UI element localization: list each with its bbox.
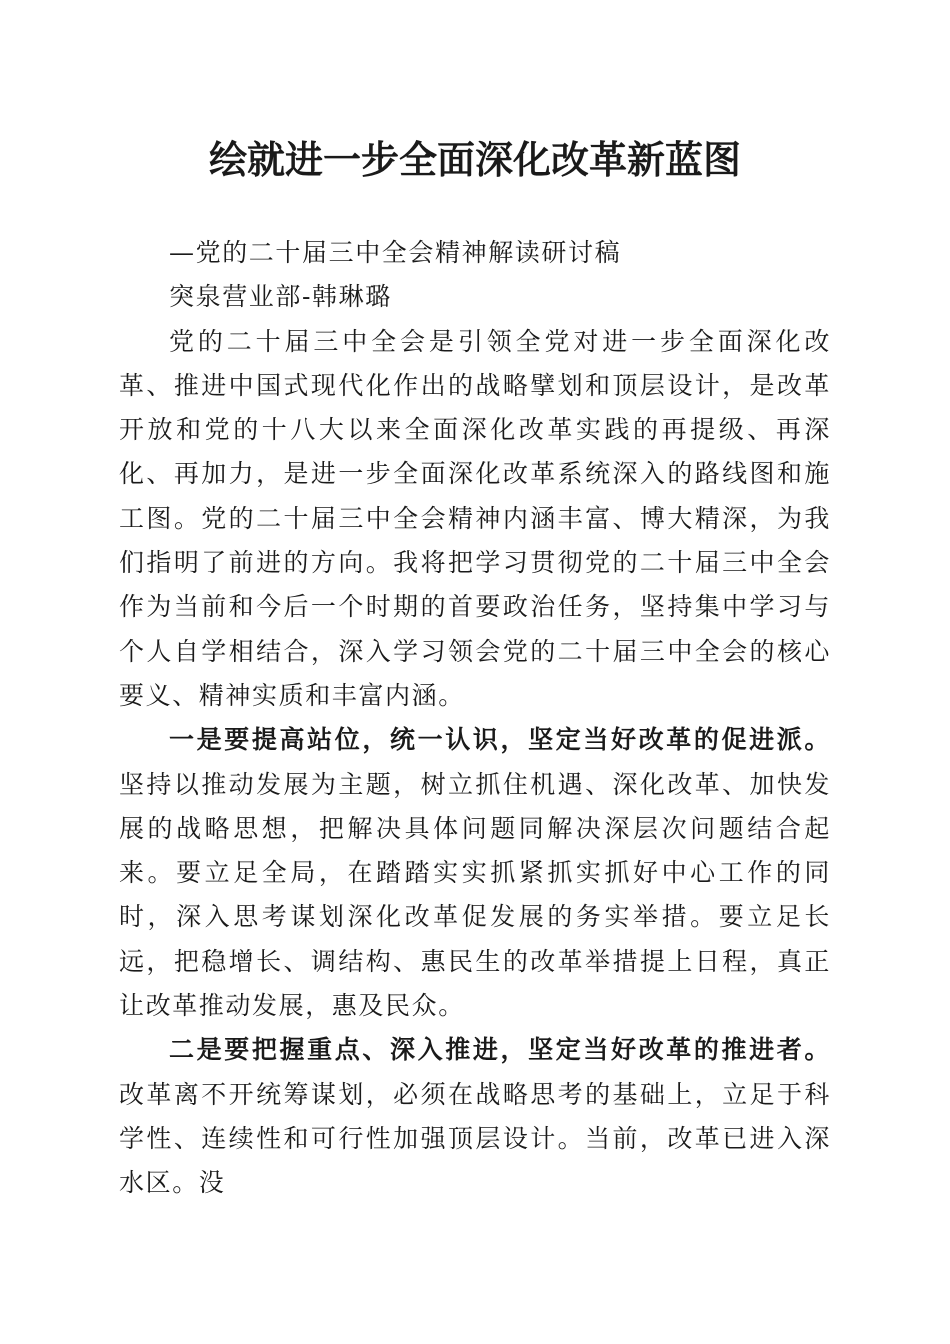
paragraph-point-one [119,718,831,1028]
document-body [119,231,831,1206]
paragraph-text: 坚持以推动发展为主题，树立抓住机遇、深化改革、加快发展的战略思想，把解决具体问题同解决深层次问题结合起来。要立足全局，在踏踏实实抓紧抓实抓好中心工作的同时，深入思考谋划深化改革促发展的务实举措。要立足长远，把稳增长、调结构、惠民生的改革举措提上日程，真正让改革推动发展，惠及民众。 [119,769,831,1021]
paragraph-text: 党的二十届三中全会是引领全党对进一步全面深化改革、推进中国式现代化作出的战略擘划和顶层设计，是改革开放和党的十八大以来全面深化改革实践的再提级、再深化、再加力，是进一步全面深化改革系统深入的路线图和施工图。党的二十届三中全会精神内涵丰富、博大精深，为我们指明了前进的方向。我将把学习贯彻党的二十届三中全会作为当前和今后一个时期的首要政治任务，坚持集中学习与个人自学相结合，深入学习领会党的二十届三中全会的核心要义、精神实质和丰富内涵。 [119,326,831,710]
paragraph-text: 改革离不开统筹谋划，必须在战略思考的基础上，立足于科学性、连续性和可行性加强顶层设计。当前，改革已进入深水区。没 [119,1079,831,1198]
document-title: 绘就进一步全面深化改革新蓝图 [208,137,741,182]
author-line: 突泉营业部-韩琳璐 [169,282,392,312]
paragraph-point-two [119,1028,831,1205]
paragraph-intro [119,320,831,719]
paragraph-lead: 一是要提高站位，统一认识，坚定当好改革的促进派。 [169,725,831,755]
subtitle: —党的二十届三中全会精神解读研讨稿 [169,238,622,267]
paragraph-lead: 二是要把握重点、深入推进，坚定当好改革的推进者。 [169,1035,831,1065]
